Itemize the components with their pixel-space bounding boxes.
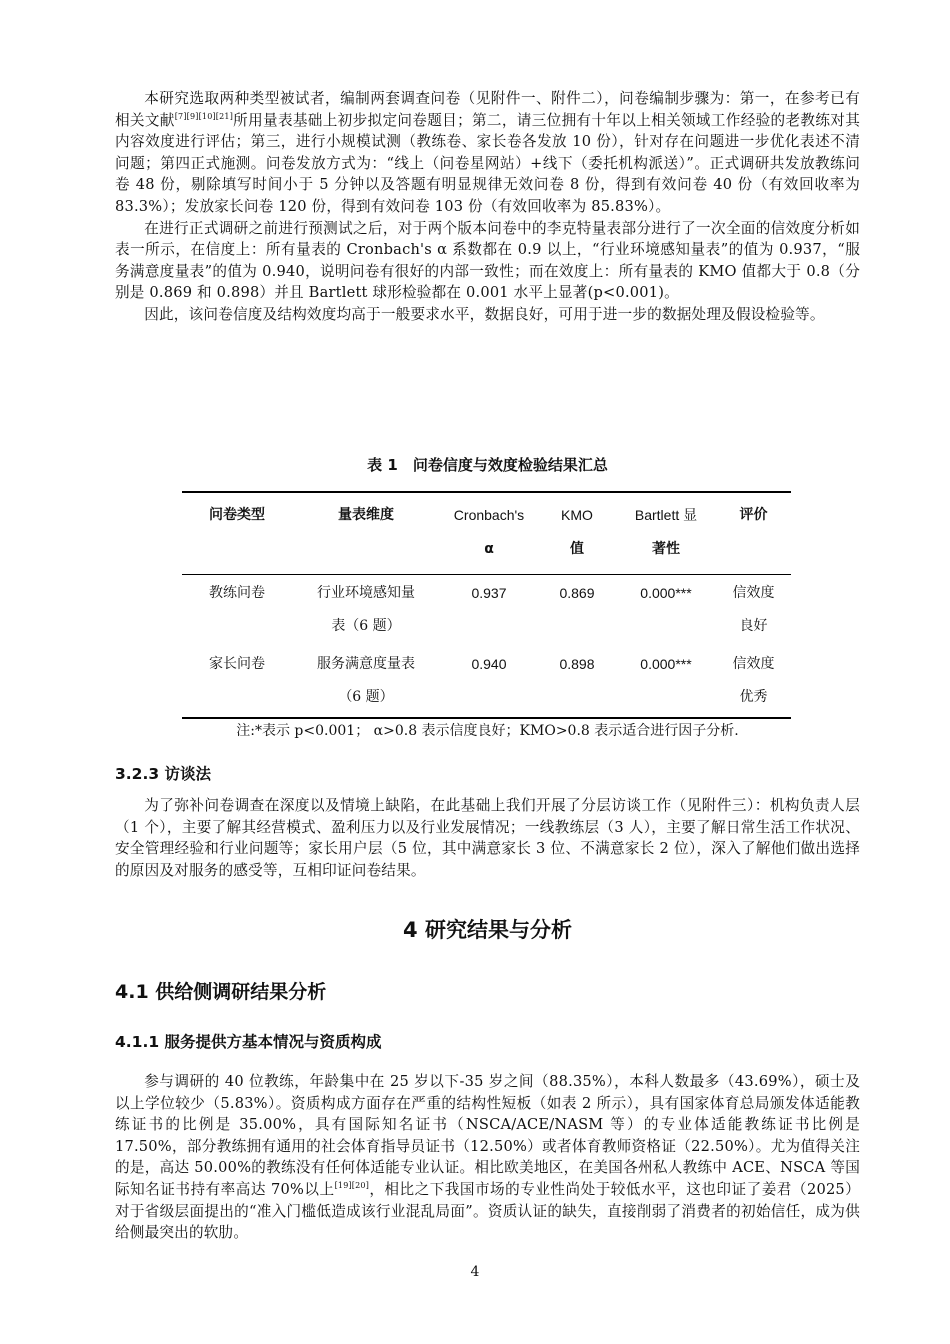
header-label: α (484, 541, 494, 557)
header-label: 著性 (652, 541, 680, 557)
cell-evaluation (716, 646, 791, 718)
cell-kmo: 0.898 (538, 646, 616, 718)
citation-sup: [7][9][10][21] (174, 111, 234, 121)
cell-line: （6 题） (338, 689, 394, 705)
cell-alpha: 0.940 (440, 646, 538, 718)
header-bartlett (616, 492, 716, 575)
section-heading-41: 4.1 供给侧调研结果分析 (115, 981, 327, 1003)
paragraph-conclusion (115, 304, 860, 326)
table-header-row (182, 492, 791, 575)
header-label: 问卷类型 (209, 507, 265, 523)
header-type (182, 492, 292, 575)
header-label: Cronbach's (453, 507, 525, 523)
cell-bartlett: 0.000*** (640, 585, 692, 601)
paragraph-text: 因此，该问卷信度及结构效度均高于一般要求水平，数据良好，可用于进一步的数据处理及假设检验等。 (144, 305, 825, 323)
cell-kmo: 0.869 (559, 585, 595, 601)
paragraph-interview: 为了弥补问卷调查在深度以及情境上缺陷，在此基础上我们开展了分层访谈工作（见附件三）：机构负责人层（1 个），主要了解其经营模式、盈利压力以及行业发展情况；一线教练层（3 人），主要了解日常生活工作状况、安全管理经验和行业问题等；家长用户层（5 位，其中满意家长 3 位、不满意家长 2 位），深入了解他们做出选择的原因及对服务的感受等，互相印证问卷结果。 (115, 797, 860, 879)
paragraph-method (115, 88, 860, 218)
cell-dimension (292, 646, 440, 718)
table-row (182, 575, 791, 647)
chapter-heading: 4 研究结果与分析 (403, 918, 572, 942)
cell-type: 教练问卷 (209, 585, 265, 601)
header-label: 量表维度 (338, 507, 394, 523)
section-323-body (115, 795, 860, 881)
cell-line: 行业环境感知量 (317, 585, 415, 601)
paragraph-text: 本研究选取两种类型被试者，编制两套调查问卷（见附件一、附件二），问卷编制步骤为：第一，在参考已有相关文献 (115, 90, 860, 129)
cell-evaluation (716, 575, 791, 647)
table-title: 表 1 问卷信度与效度检验结果汇总 (367, 456, 608, 474)
paragraph-text: 在进行正式调研之前进行预测试之后，对于两个版本问卷中的李克特量表部分进行了一次全面的信效度分析如表一所示，在信度上：所有量表的 Cronbach's α 系数都在 0.9 以上，“行业环境感知量表”的值为 0.937，“服务满意度量表”的值为 0.940，说明问卷有很好的内部一致性；而在效度上：所有量表的 KMO 值都大于 0.8（分别是 0.869 和 0.898）并且 Bartlett 球形检验都在 0.001 水平上显著(p<0.001)。 (115, 219, 860, 302)
paragraph-text: 所用量表基础上初步拟定问卷题目；第二，请三位拥有十年以上相关领域工作经验的老教练对其内容效度进行评估；第三，进行小规模试测（教练卷、家长卷各发放 10 份），针对存在问题进一步优化表述不清问题；第四正式施测。问卷发放方式为：“线上（问卷星网站）+线下（委托机构派送）”。正式调研共发放教练问卷 48 份，剔除填写时间小于 5 分钟以及答题有明显规律无效问卷 8 份，得到有效问卷 40 份（有效回收率为 83.3%）；发放家长问卷 120 份，得到有效问卷 103 份（有效回收率为 85.83%）。 (115, 111, 860, 215)
header-evaluation (716, 492, 791, 575)
cell-bartlett: 0.000*** (616, 646, 716, 718)
cell-type: 家长问卷 (182, 646, 292, 718)
table-row (182, 646, 791, 718)
paragraph-reliability (115, 218, 860, 304)
cell-line: 信效度 (732, 585, 775, 601)
cell-line: 服务满意度量表 (317, 656, 415, 672)
header-label: Bartlett 显 (634, 507, 698, 523)
citation-sup: [19][20] (334, 1181, 370, 1191)
paragraph-text: 参与调研的 40 位教练，年龄集中在 25 岁以下-35 岁之间（88.35%），本科人数最多（43.69%），硕士及以上学位较少（5.83%）。资质构成方面存在严重的结构性短板（如表 2 所示），具有国家体育总局颁发体适能教练证书的比例是 35.00%，具有国际知名证书（NSCA/ACE/NASM 等）的专业体适能教练证书比例是 17.50%，部分教练拥有通用的社会体育指导员证书（12.50%）或者体育教师资格证（22.50%）。尤为值得关注的是，高达 50.00%的教练没有任何体适能专业认证。相比欧美地区，在美国各州私人教练中 ACE、NSCA 等国际知名证书持有率高达 70%以上 (115, 1073, 860, 1198)
cell-alpha: 0.937 (471, 585, 507, 601)
section-heading-411: 4.1.1 服务提供方基本情况与资质构成 (115, 1033, 382, 1051)
page-number: 4 (470, 1264, 480, 1280)
section-heading-323: 3.2.3 访谈法 (115, 765, 212, 783)
paragraph-text: ，相比之下我国市场的专业性尚处于较低水平，这也印证了姜君（2025）对于省级层面提出的“准入门槛低造成该行业混乱局面”。资质认证的缺失，直接削弱了消费者的初始信任，成为供给侧最突出的软肋。 (115, 1180, 861, 1242)
cell-line: 良好 (739, 618, 768, 634)
header-label: 评价 (739, 507, 768, 523)
paragraph-qualification (115, 1071, 860, 1244)
section-411-body (115, 1071, 860, 1244)
cell-line: 表（6 题） (331, 618, 401, 634)
header-cronbach (440, 492, 538, 575)
table-note: 注:*表示 p<0.001； α>0.8 表示信度良好；KMO>0.8 表示适合进行因子分析. (236, 723, 739, 739)
header-kmo (538, 492, 616, 575)
reliability-table (182, 491, 791, 719)
intro-paragraphs (115, 88, 860, 326)
cell-dimension (292, 575, 440, 647)
cell-line: 信效度 (732, 656, 775, 672)
cell-line: 优秀 (739, 689, 768, 705)
header-dimension (292, 492, 440, 575)
header-label: 值 (570, 541, 584, 557)
header-label: KMO (561, 507, 593, 523)
